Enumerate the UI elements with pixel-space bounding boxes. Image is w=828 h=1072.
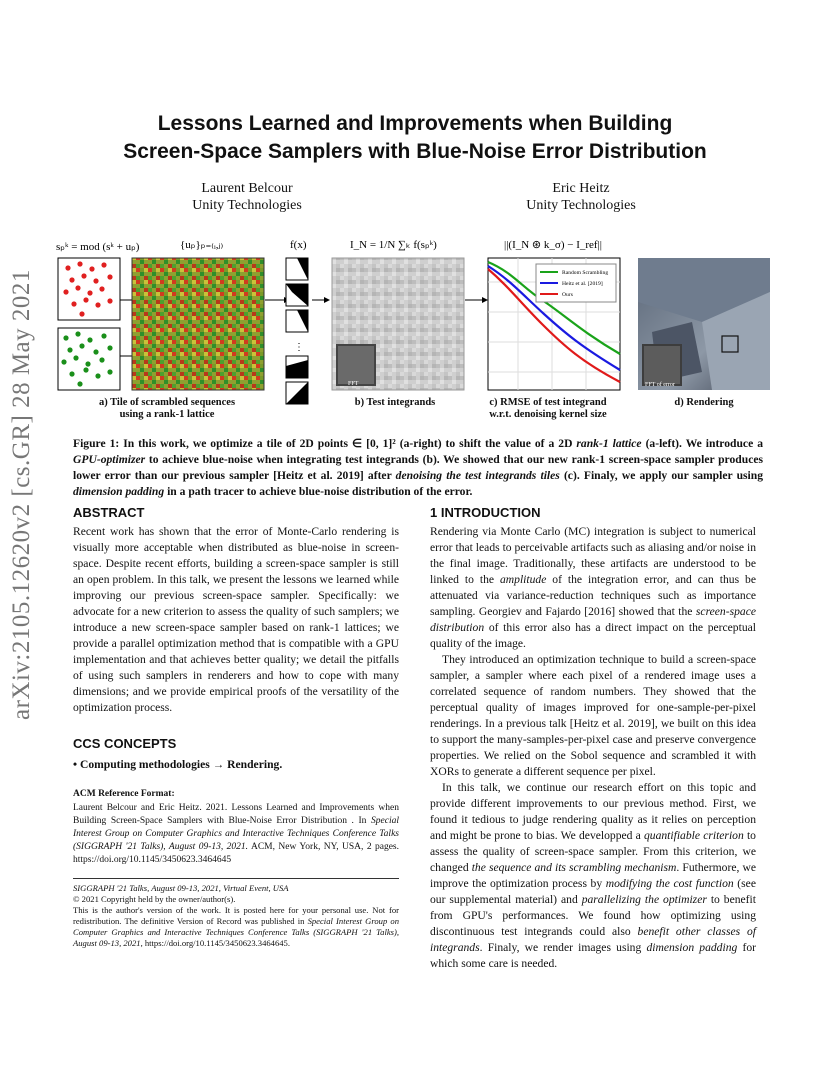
arxiv-identifier: arXiv:2105.12620v2 [cs.GR] 28 May 2021 xyxy=(8,269,35,720)
author-2 xyxy=(471,180,691,214)
footnote-rule xyxy=(73,878,399,879)
teaser-figure-graphic xyxy=(52,232,782,422)
intro-paragraph-1: Rendering via Monte Carlo (MC) integration is subject to numerical error that leads to perceivable artifacts such as aliasing and/or noise in the final image. Traditionally, these artifacts are understood to be linked to the amplitude of the integration error, and can thus be attenuated via variance-reduction techniques such as importance sampling. Georgiev and Fajardo [2016] showed that the screen-space distribution of this error also has a direct impact on the perceptual quality of the image. xyxy=(430,525,756,650)
paper-title xyxy=(60,110,770,166)
intro-paragraph-3: In this talk, we continue our research effort on this topic and provide different improvements to our previous method. First, we found it tedious to judge rendering quality as it relies on perception and might be prone to bias. We developped a quantifiable criterion to assess the quality of screen-space sampler. From this criterion, we changed the sequence and its scrambling mechanism. Futhermore, we improve the optimization process by modifying the cost function (see our supplemental material) and parallelizing the optimizer to benefit from GPU's performances. We found how optimizing using discontinuous test integrands could also benefit other classes of integrands. Finaly, we render images using dimension padding for which some care is needed. xyxy=(430,781,756,970)
fft-label-b: FFT xyxy=(348,381,359,387)
legend-random: Random Scrambling xyxy=(562,270,609,276)
title-line-2: Screen-Space Samplers with Blue-Noise Error Distribution xyxy=(123,140,707,163)
figure-caption: Figure 1: In this work, we optimize a tile of 2D points ∈ [0, 1]² (a-right) to shift the value of a 2D rank-1 lattice (a-left). We introduce a GPU-optimizer to achieve blue-noise when integrating test integrands (b). We showed that our new rank-1 screen-space sampler produces lower error than our previous sampler [Heitz et al. 2019] after denoising the test integrands tiles (c). Finaly, we apply our sampler using dimension padding in a path tracer to achieve blue-noise distribution of the error. xyxy=(73,437,763,498)
intro-heading: 1 INTRODUCTION xyxy=(430,505,541,520)
equation-s: sₚᵏ = mod (sᵏ + uₚ) xyxy=(56,241,140,253)
abstract-heading: ABSTRACT xyxy=(73,505,145,520)
sublabel-a: a) Tile of scrambled sequences using a rank-1 lattice xyxy=(98,397,236,420)
left-column xyxy=(73,505,399,867)
equation-f: f(x) xyxy=(290,239,307,251)
intro-paragraph-2: They introduced an optimization technique to build a screen-space sampler, a sampler where each pixel of a rendered image uses a correlated sequence of random numbers. They showed that the perceptual quality of images improved for one-sample-per-pixel renderings. In a previous talk [Heitz et al. 2019], we built on this idea to support the many-samples-per-pixel case and preserve convergence properties. We relied on the Sobol sequence and scrambled it with XORs to generate a different sequence per pixel. xyxy=(430,653,756,778)
acm-ref-text: Laurent Belcour and Eric Heitz. 2021. Lessons Learned and Improvements when Building Screen-Space Samplers with Blue-Noise Error Distribution . In Special Interest Group on Computer Graphics and Interactive Techniques Conference Talks (SIGGRAPH '21 Talks), August 09-13, 2021. ACM, New York, NY, USA, 2 pages. https://doi.org/10.1145/3450623.3464645 xyxy=(73,803,399,865)
author-affiliation: Unity Technologies xyxy=(526,198,636,213)
author-name: Eric Heitz xyxy=(552,181,610,196)
ccs-heading: CCS CONCEPTS xyxy=(73,736,177,751)
ccs-item: • Computing methodologies → Rendering. xyxy=(73,758,283,771)
right-column xyxy=(430,505,756,972)
abstract-text: Recent work has shown that the error of Monte-Carlo rendering is visually more acceptable when distributed as blue-noise in screen-space. Despite recent efforts, building a screen-space sampler is still an open problem. In this talk, we present the lessons we learned while improving our previous screen-space sampler. Specifically: we advocate for a new criterion to assess the quality of such samplers; we introduce a new screen-space sampler based on rank-1 lattices; we provide a parallel optimization method that is compatible with a GPU implementation and that achieves better quality; we detail the pitfalls of using such samplers in renderers and how to cope with many dimensions; and we provide empirical proofs of the versatility of the optimization process. xyxy=(73,525,399,714)
author-1 xyxy=(137,180,357,214)
footnote: SIGGRAPH '21 Talks, August 09-13, 2021, Virtual Event, USA © 2021 Copyright held by the owner/author(s). This is the author's version of the work. It is posted here for your personal use. Not for redistribution. The definitive Version of Record was published in Special Interest Group on Computer Graphics and Interactive Techniques Conference Talks (SIGGRAPH '21 Talks), August 09-13, 2021, https://doi.org/10.1145/3450623.3464645. xyxy=(73,883,400,948)
equation-rmse: ||(I_N ⊛ k_σ) − I_ref|| xyxy=(504,239,602,251)
legend-heitz: Heitz et al. [2019] xyxy=(562,281,603,287)
equation-integral: I_N = 1/N ∑ₖ f(sₚᵏ) xyxy=(350,239,437,251)
legend-ours: Ours xyxy=(562,292,573,298)
sublabel-c: c) RMSE of test integrand w.r.t. denoising kernel size xyxy=(489,397,607,420)
title-line-1: Lessons Learned and Improvements when Building xyxy=(157,112,673,135)
equation-u: {uₚ}ₚ₌₍ᵢ,ⱼ₎ xyxy=(180,239,224,251)
fft-label-d: FFT of error xyxy=(645,382,675,388)
svg-text:⋮: ⋮ xyxy=(294,342,304,353)
sublabel-b: b) Test integrands xyxy=(354,397,436,408)
author-affiliation: Unity Technologies xyxy=(192,198,302,213)
sublabel-d: d) Rendering xyxy=(674,397,734,408)
author-name: Laurent Belcour xyxy=(201,181,293,196)
acm-ref-heading: ACM Reference Format: xyxy=(73,789,175,799)
